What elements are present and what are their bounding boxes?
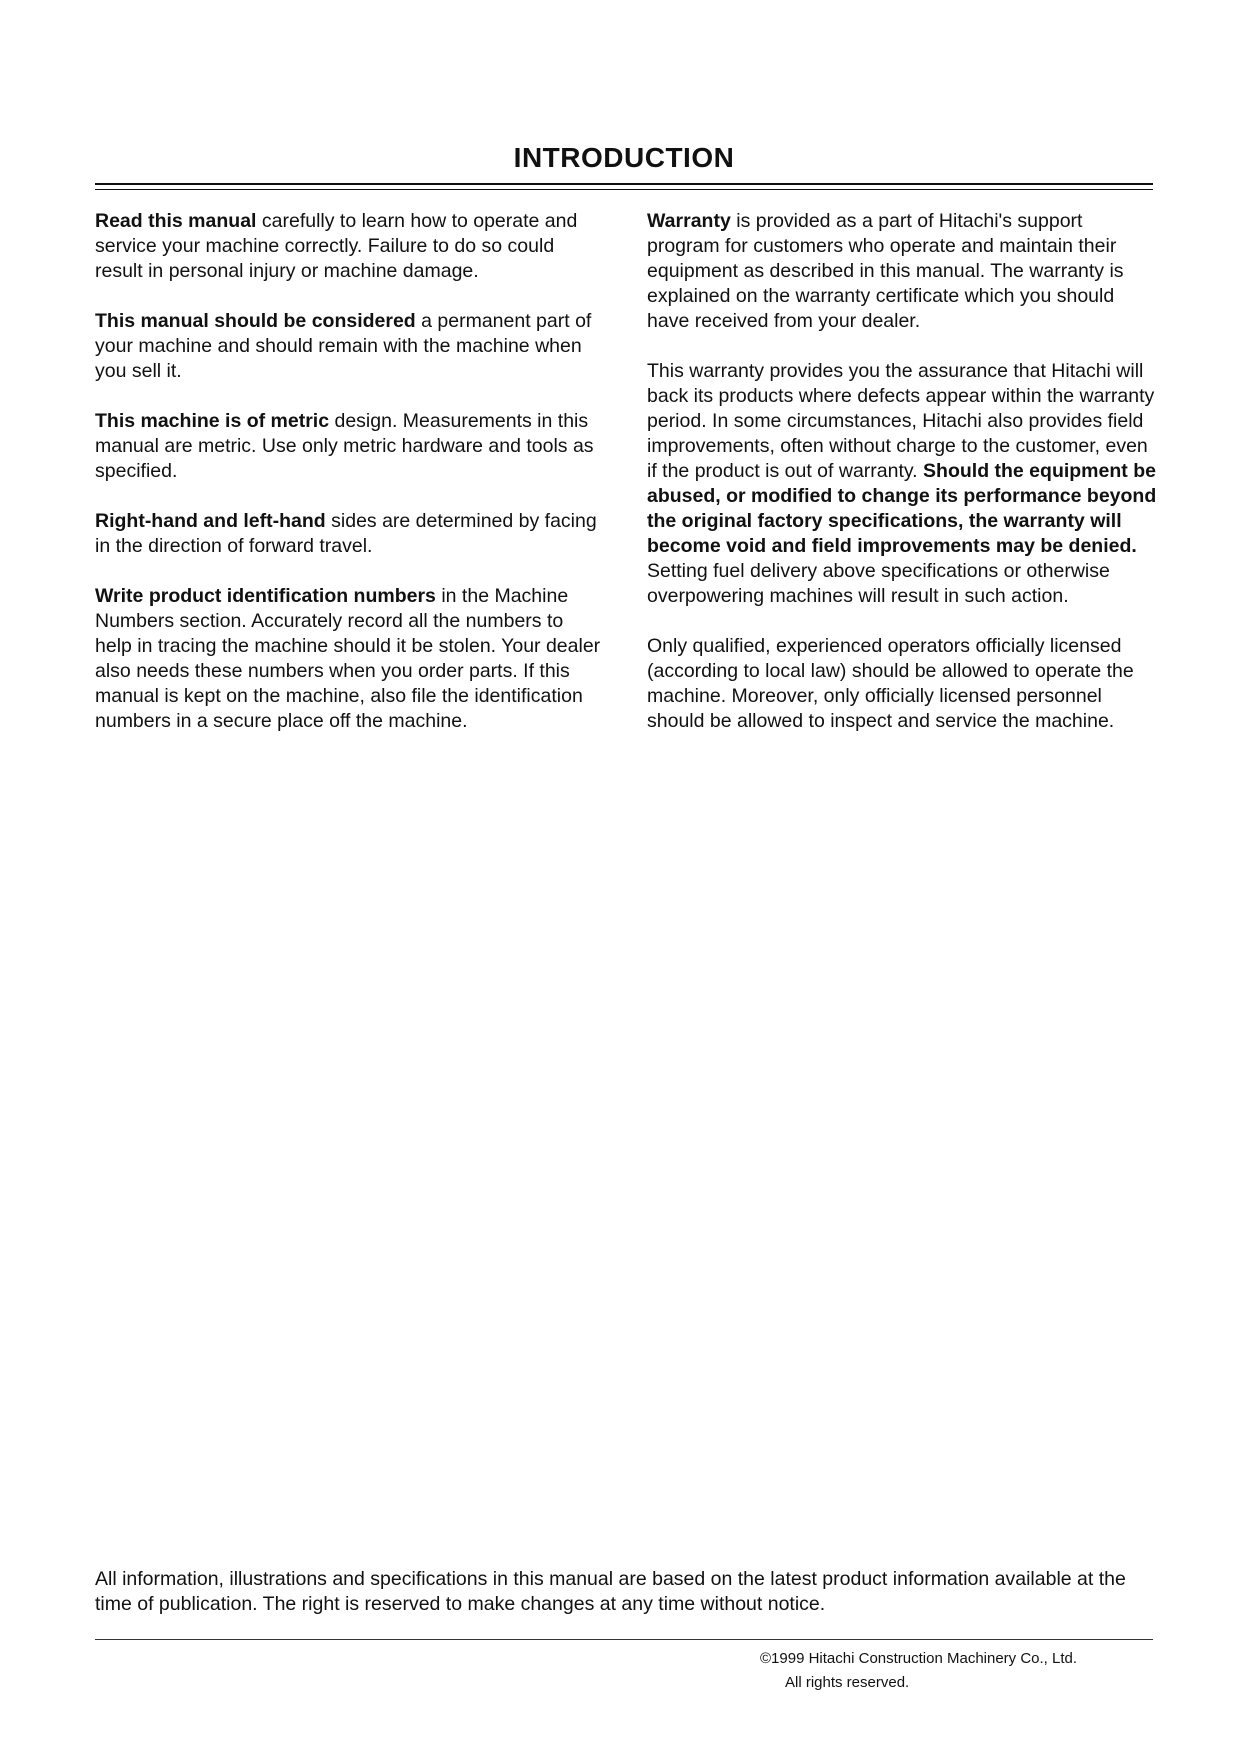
title-rule-thick bbox=[95, 183, 1153, 185]
paragraph-lead: Read this manual bbox=[95, 210, 257, 232]
paragraph-lead: Right-hand and left-hand bbox=[95, 510, 326, 532]
paragraph-body: is provided as a part of Hitachi's support program for customers who operate and maintain their equipment as described in this manual. The warranty is explained on the warranty certificate which you should have received from your dealer. bbox=[647, 210, 1124, 332]
paragraph-body: sides are determined by facing in the direction of forward travel. bbox=[95, 510, 597, 557]
paragraph-metric-design bbox=[95, 409, 605, 484]
left-column bbox=[95, 209, 605, 759]
paragraph-lead: Write product identification numbers bbox=[95, 585, 436, 607]
paragraph-assurance bbox=[647, 359, 1157, 609]
paragraph-body: a permanent part of your machine and should remain with the machine when you sell it. bbox=[95, 310, 592, 382]
paragraph-right-left-hand bbox=[95, 509, 605, 559]
paragraph-body: This warranty provides you the assurance that Hitachi will back its products where defects appear within the warranty period. In some circumstances, Hitachi also provides field improvements, often without charge to the customer, even if the product is out of warranty. bbox=[647, 360, 1155, 482]
rights-line: All rights reserved. bbox=[785, 1674, 910, 1691]
paragraph-lead: Warranty bbox=[647, 210, 731, 232]
title-rule-thin bbox=[95, 189, 1153, 190]
publication-notice: All information, illustrations and specifications in this manual are based on the latest product information available at the time of publication. The right is reserved to make changes at any time without notice. bbox=[95, 1568, 1126, 1615]
paragraph-permanent-part bbox=[95, 309, 605, 384]
copyright-line: ©1999 Hitachi Construction Machinery Co., Ltd. bbox=[760, 1650, 1078, 1667]
right-column bbox=[647, 209, 1157, 759]
paragraph-warranty bbox=[647, 209, 1157, 334]
paragraph-lead: This manual should be considered bbox=[95, 310, 416, 332]
paragraph-warning: Should the equipment be abused, or modified to change its performance beyond the original factory specifications, the warranty will become void and field improvements may be denied. bbox=[647, 460, 1157, 557]
footer-rule bbox=[95, 1639, 1153, 1640]
paragraph-lead: This machine is of metric bbox=[95, 410, 330, 432]
page-title: INTRODUCTION bbox=[513, 142, 735, 173]
paragraph-body: Only qualified, experienced operators officially licensed (according to local law) should be allowed to operate the machine. Moreover, only officially licensed personnel should be allowed to inspect and service the machine. bbox=[647, 635, 1134, 732]
paragraph-body: carefully to learn how to operate and service your machine correctly. Failure to do so could result in personal injury or machine damage. bbox=[95, 210, 578, 282]
paragraph-body: design. Measurements in this manual are metric. Use only metric hardware and tools as specified. bbox=[95, 410, 594, 482]
paragraph-read-manual bbox=[95, 209, 605, 284]
paragraph-qualified-operators bbox=[647, 634, 1157, 734]
paragraph-body: in the Machine Numbers section. Accurately record all the numbers to help in tracing the machine should it be stolen. Your dealer also needs these numbers when you order parts. If this manual is kept on the machine, also file the identification numbers in a secure place off the machine. bbox=[95, 585, 601, 732]
paragraph-identification-numbers bbox=[95, 584, 605, 734]
paragraph-body: Setting fuel delivery above specifications or otherwise overpowering machines will result in such action. bbox=[647, 560, 1110, 607]
